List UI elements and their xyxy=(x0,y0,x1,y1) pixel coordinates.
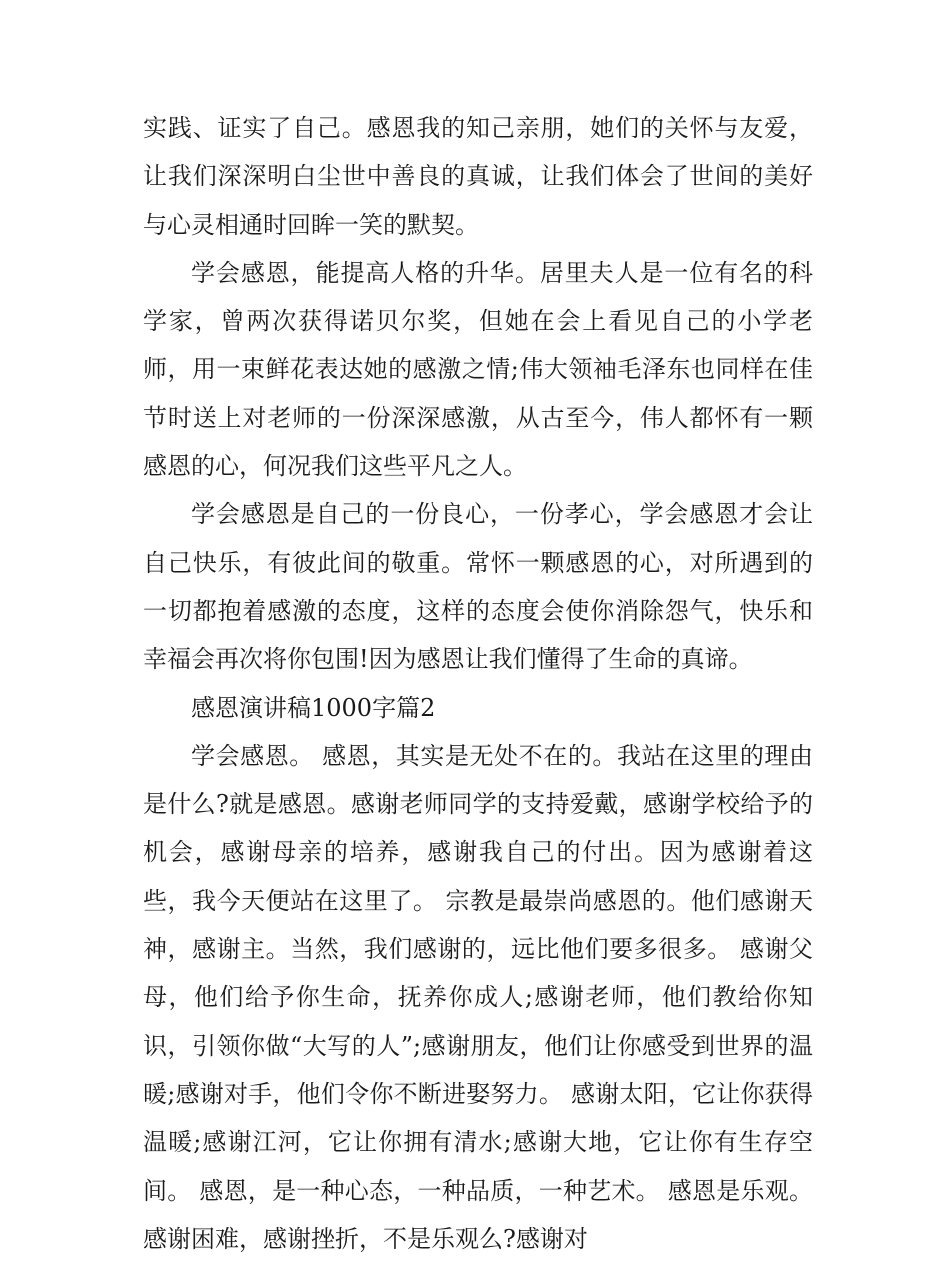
section-heading: 感恩演讲稿1000字篇2 xyxy=(191,693,436,722)
paragraph-1: 实践、证实了自己。感恩我的知己亲朋，她们的关怀与友爱，让我们深深明白尘世中善良的真诚，让我们体会了世间的美好与心灵相通时回眸一笑的默契。 xyxy=(143,114,813,239)
document-body xyxy=(143,104,813,1263)
paragraph-2: 学会感恩，能提高人格的升华。居里夫人是一位有名的科学家，曾两次获得诺贝尔奖，但她在会上看见自己的小学老师，用一束鲜花表达她的感激之情;伟大领袖毛泽东也同样在佳节时送上对老师的一份深深感激，从古至今，伟人都怀有一颗感恩的心，何况我们这些平凡之人。 xyxy=(143,258,813,481)
paragraph-3: 学会感恩是自己的一份良心，一份孝心，学会感恩才会让自己快乐，有彼此间的敬重。常怀一颗感恩的心，对所遇到的一切都抱着感激的态度，这样的态度会使你消除怨气，快乐和幸福会再次将你包围!因为感恩让我们懂得了生命的真谛。 xyxy=(143,500,813,674)
paragraph-4: 学会感恩。 感恩，其实是无处不在的。我站在这里的理由是什么?就是感恩。感谢老师同学的支持爱戴，感谢学校给予的机会，感谢母亲的培养，感谢我自己的付出。因为感谢着这些，我今天便站在这里了。 宗教是最崇尚感恩的。他们感谢天神，感谢主。当然，我们感谢的，远比他们要多很多。 感谢父母，他们给予你生命，抚养你成人;感谢老师，他们教给你知识，引领你做“大写的人”;感谢朋友，他们让你感受到世界的温暖;感谢对手，他们令你不断进娶努力。 感谢太阳，它让你获得温暖;感谢江河，它让你拥有清水;感谢大地，它让你有生存空间。 感恩，是一种心态，一种品质，一种艺术。 感恩是乐观。感谢困难，感谢挫折，不是乐观么?感谢对 xyxy=(143,741,813,1253)
